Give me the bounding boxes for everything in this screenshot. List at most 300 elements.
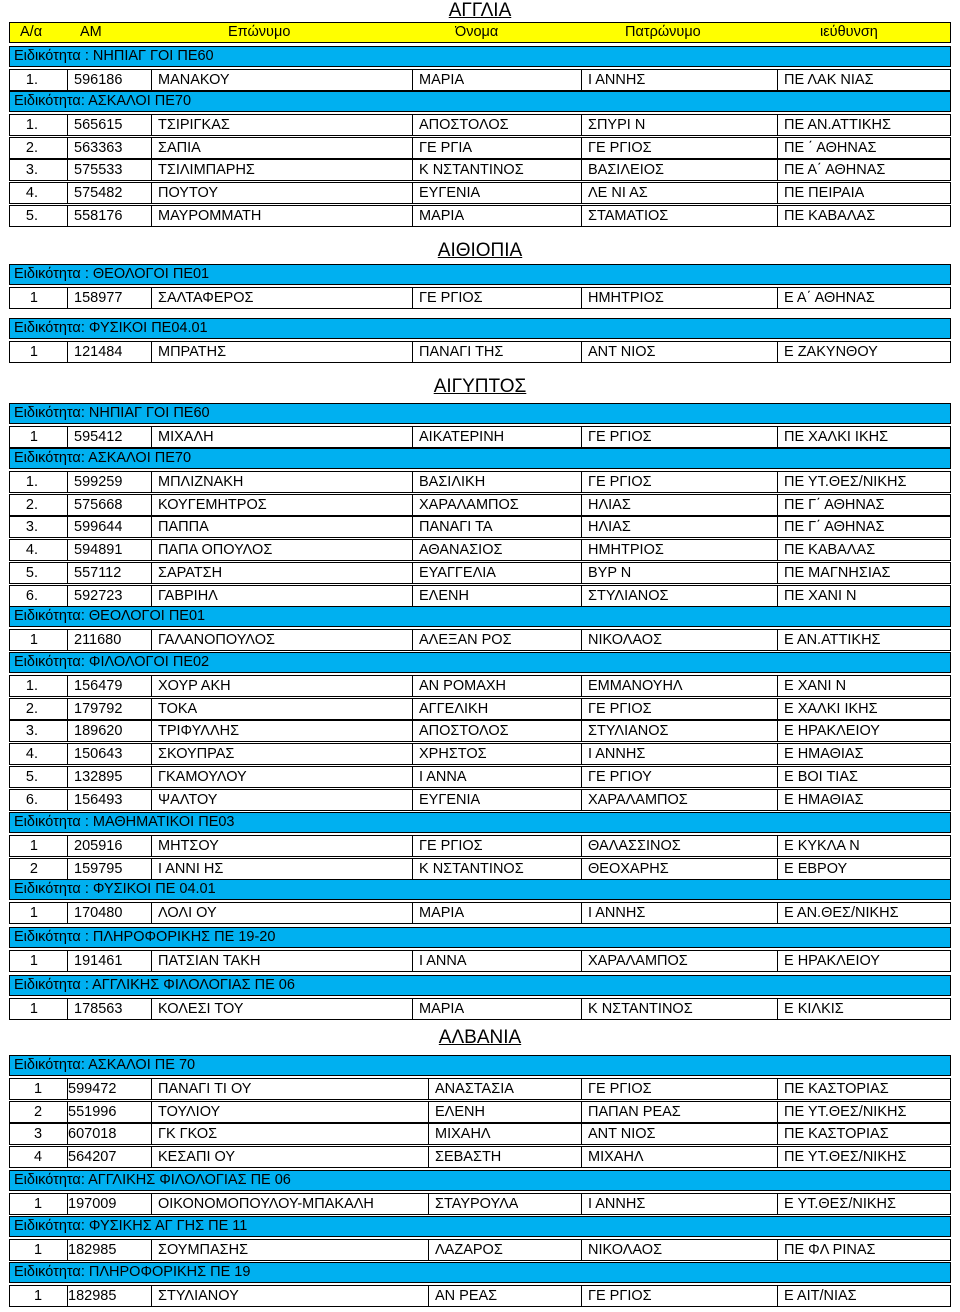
directorate: Ε ΑΙΤ/ΝΙΑΣ [784,1287,857,1304]
column-divider [412,903,413,923]
specialty-heading: Ειδικότητα : ΦΥΣΙΚΟΙ ΠΕ 04.01 [9,879,951,900]
column-divider [777,586,778,606]
specialty-heading: Ειδικότητα: ΝΗΠΙΑΓ ΓΟΙ ΠΕ60 [9,403,951,424]
father-name: ΑΝΤ ΝΙΟΣ [588,1126,656,1143]
father-name: ΗΛΙΑΣ [588,519,631,536]
column-divider [151,1102,152,1122]
table-row [9,998,951,1020]
column-divider [151,903,152,923]
column-divider [581,1194,582,1214]
column-divider [151,836,152,856]
row-index: 4 [34,1149,43,1166]
first-name: ΛΑΖΑΡΟΣ [435,1241,503,1258]
father-name: Ι ΑΝΝΗΣ [588,746,646,763]
registry-number: 156493 [74,791,123,808]
column-divider [412,427,413,447]
header-surname: Επώνυμο [228,24,291,40]
column-divider [581,790,582,810]
first-name: ΣΕΒΑΣΤΗ [435,1149,502,1166]
surname: ΤΟΚΑ [158,700,198,717]
specialty-heading: Ειδικότητα: ΦΥΣΙΚΟΙ ΠΕ04.01 [9,318,951,339]
column-divider [151,70,152,90]
registry-number: 189620 [74,723,123,740]
father-name: ΣΤΥΛΙΑΝΟΣ [588,587,669,604]
father-name: ΓΕ ΡΓΙΟΣ [588,428,652,445]
country-heading: ΑΓΓΛΙΑ [448,0,512,21]
registry-number: 575533 [74,162,123,179]
directorate: ΠΕ Γ΄ ΑΘΗΝΑΣ [784,519,885,536]
directorate: Ε ΥΤ.ΘΕΣ/ΝΙΚΗΣ [784,1195,896,1212]
first-name: ΑΘΑΝΑΣΙΟΣ [419,542,503,559]
column-divider [151,951,152,971]
column-divider [151,115,152,135]
directorate: Ε ΚΙΛΚΙΣ [784,1000,844,1017]
column-divider [67,540,68,560]
surname: ΟΙΚΟΝΟΜΟΠΟΥΛΟΥ-ΜΠΑΚΑΛΗ [158,1195,374,1212]
row-index: 2. [25,700,38,717]
surname: ΤΟΥΛΙΟΥ [158,1103,221,1120]
row-index: 4. [25,746,38,763]
first-name: ΑΝ ΡΟΜΑΧΗ [419,677,507,694]
row-index: 3. [25,519,38,536]
column-divider [412,540,413,560]
column-divider [777,1124,778,1144]
table-row [9,835,951,857]
column-divider [412,160,413,180]
row-index: 1 [29,837,38,854]
column-divider [412,999,413,1019]
column-divider [151,1194,152,1214]
column-divider [777,70,778,90]
specialty-heading: Ειδικότητα: ΦΥΣΙΚΗΣ ΑΓ ΓΗΣ ΠΕ 11 [9,1216,951,1237]
surname: ΣΑΛΤΑΦΕΡΟΣ [158,289,254,306]
column-divider [581,563,582,583]
registry-number: 607018 [68,1126,117,1143]
column-divider [777,206,778,226]
directorate: Ε ΑΝ.ΑΤΤΙΚΗΣ [784,631,881,648]
registry-number: 182985 [68,1241,117,1258]
first-name: ΕΥΓΕΝΙΑ [419,791,481,808]
column-divider [777,1286,778,1306]
column-divider [412,744,413,764]
column-divider [412,138,413,158]
column-divider [67,836,68,856]
row-index: 2 [29,860,38,877]
table-row [9,205,951,227]
column-divider [151,342,152,362]
column-divider [777,115,778,135]
surname: ΣΑΠΙΑ [158,139,201,156]
column-divider [777,472,778,492]
column-divider [581,859,582,879]
table-row [9,494,951,516]
surname: ΓΚ ΓΚΟΣ [158,1126,218,1143]
directorate: Ε ΧΑΝΙ Ν [784,677,847,694]
row-index: 3. [25,723,38,740]
column-divider [67,495,68,515]
table-row [9,1146,951,1168]
directorate: Ε ΧΑΛΚΙ ΙΚΗΣ [784,700,878,717]
surname: ΣΑΡΑΤΣΗ [158,565,223,581]
column-divider [581,951,582,971]
column-divider [151,744,152,764]
surname: ΓΑΛΑΝΟΠΟΥΛΟΣ [158,631,275,648]
surname: ΠΑΤΣΙΑΝ ΤΑΚΗ [158,952,261,969]
row-index: 4. [25,542,38,559]
column-divider [67,183,68,203]
column-divider [777,790,778,810]
first-name: Κ ΝΣΤΑΝΤΙΝΟΣ [419,162,524,179]
column-divider [777,288,778,308]
column-divider [151,676,152,696]
column-divider [151,1124,152,1144]
header-name: Όνομα [455,24,499,40]
directorate: ΠΕ Α΄ ΑΘΗΝΑΣ [784,162,886,179]
column-divider [151,160,152,180]
directorate: ΠΕ Γ΄ ΑΘΗΝΑΣ [784,496,885,513]
column-divider [67,999,68,1019]
surname: ΜΠΡΑΤΗΣ [158,343,227,360]
registry-number: 211680 [74,631,122,648]
column-divider [67,472,68,492]
table-row [9,562,951,584]
column-divider [428,1102,429,1122]
column-divider [67,630,68,650]
row-index: 1. [25,116,38,133]
country-heading: ΑΛΒΑΝΙΑ [438,1027,522,1048]
registry-number: 156479 [74,677,123,694]
column-divider [67,859,68,879]
column-divider [151,427,152,447]
column-divider [67,288,68,308]
row-index: 1 [29,904,38,921]
header-am: ΑΜ [80,24,102,40]
column-divider [581,767,582,787]
row-index: 1 [29,428,38,445]
column-divider [581,495,582,515]
column-divider [581,836,582,856]
table-row [9,743,951,765]
column-divider [412,115,413,135]
column-divider [777,540,778,560]
father-name: ΓΕ ΡΓΙΟΣ [588,473,652,490]
column-divider [67,744,68,764]
first-name: ΓΕ ΡΓΙΟΣ [419,289,483,306]
directorate: Ε ΒΟΙ ΤΙΑΣ [784,769,858,785]
table-row [9,516,951,538]
row-index: 3 [34,1126,43,1143]
column-divider [581,472,582,492]
surname: ΜΙΧΑΛΗ [158,428,214,445]
father-name: Κ ΝΣΤΑΝΤΙΝΟΣ [588,1000,693,1017]
row-index: 1 [29,289,38,306]
surname: ΣΤΥΛΙΑΝΟΥ [158,1287,239,1304]
column-divider [777,999,778,1019]
registry-number: 179792 [74,700,123,717]
column-divider [151,699,152,719]
column-divider [67,721,68,741]
first-name: ΓΕ ΡΓΙΑ [419,139,473,156]
row-index: 2 [34,1103,43,1120]
table-row [9,950,951,972]
directorate: Ε ΗΜΑΘΙΑΣ [784,746,864,763]
column-divider [581,115,582,135]
column-divider [581,160,582,180]
column-divider [412,951,413,971]
row-index: 1 [29,631,38,648]
column-divider [151,138,152,158]
column-divider [151,999,152,1019]
column-divider [581,1124,582,1144]
father-name: Ι ΑΝΝΗΣ [588,71,646,88]
specialty-heading: Ειδικότητα : ΠΛΗΡΟΦΟΡΙΚΗΣ ΠΕ 19-20 [9,927,951,948]
registry-number: 159795 [74,860,123,877]
table-row [9,159,951,181]
row-index: 5. [25,208,38,224]
row-index: 4. [25,185,38,202]
column-divider [777,767,778,787]
father-name: ΓΕ ΡΓΙΟΣ [588,700,652,717]
directorate: ΠΕ ΚΑΣΤΟΡΙΑΣ [784,1080,889,1097]
directorate: Ε ΗΡΑΚΛΕΙΟΥ [784,952,880,969]
father-name: ΛΕ ΝΙ ΑΣ [588,185,648,202]
specialty-heading: Ειδικότητα: ΠΛΗΡΟΦΟΡΙΚΗΣ ΠΕ 19 [9,1262,951,1283]
column-divider [777,160,778,180]
row-index: 5. [25,769,38,785]
column-divider [777,517,778,537]
directorate: ΠΕ ΚΑΒΑΛΑΣ [784,542,876,559]
table-row [9,114,951,136]
table-row [9,182,951,204]
first-name: ΜΑΡΙΑ [419,904,465,921]
column-divider [151,1286,152,1306]
father-name: Ι ΑΝΝΗΣ [588,904,646,921]
specialty-heading: Ειδικότητα: ΘΕΟΛΟΓΟΙ ΠΕ01 [9,606,951,627]
first-name: ΣΤΑΥΡΟΥΛΑ [435,1195,519,1212]
column-divider [428,1124,429,1144]
registry-number: 558176 [74,208,123,224]
registry-number: 197009 [68,1195,117,1212]
first-name: Ι ΑΝΝΑ [419,952,467,969]
column-divider [581,630,582,650]
column-divider [67,767,68,787]
surname: ΣΟΥΜΠΑΣΗΣ [158,1241,249,1258]
father-name: ΣΤΑΜΑΤΙΟΣ [588,208,669,224]
column-divider [581,676,582,696]
row-index: 2. [25,139,38,156]
column-divider [151,630,152,650]
registry-number: 178563 [74,1000,123,1017]
surname: ΓΚΑΜΟΥΛΟΥ [158,769,247,785]
column-divider [777,630,778,650]
surname: ΚΕΣΑΠΙ ΟΥ [158,1149,235,1166]
column-divider [67,70,68,90]
column-divider [777,1194,778,1214]
table-row [9,1101,951,1123]
first-name: ΑΝ ΡΕΑΣ [435,1287,498,1304]
row-index: 5. [25,565,38,581]
first-name: ΕΛΕΝΗ [435,1103,485,1120]
first-name: ΜΑΡΙΑ [419,208,465,224]
column-divider [777,495,778,515]
row-index: 1. [25,71,38,88]
father-name: ΘΑΛΑΣΣΙΝΟΣ [588,837,681,854]
first-name: ΑΛΕΞΑΝ ΡΟΣ [419,631,512,648]
column-divider [581,1240,582,1260]
father-name: ΧΑΡΑΛΑΜΠΟΣ [588,791,688,808]
registry-number: 565615 [74,116,123,133]
first-name: ΓΕ ΡΓΙΟΣ [419,837,483,854]
row-index: 1 [34,1195,43,1212]
column-divider [581,744,582,764]
directorate: ΠΕ ΥΤ.ΘΕΣ/ΝΙΚΗΣ [784,473,907,490]
father-name: ΠΑΠΑΝ ΡΕΑΣ [588,1103,681,1120]
column-divider [428,1147,429,1167]
column-divider [412,517,413,537]
country-heading: ΑΙΓΥΠΤΟΣ [433,376,527,397]
surname: ΤΣΙΡΙΓΚΑΣ [158,116,230,133]
column-divider [581,1286,582,1306]
header-service: ιεύθυνση [820,24,878,40]
first-name: ΜΙΧΑΗΛ [435,1126,491,1143]
father-name: ΓΕ ΡΓΙΟΣ [588,139,652,156]
table-row [9,1123,951,1145]
registry-number: 575482 [74,185,123,202]
column-divider [581,1147,582,1167]
column-divider [428,1286,429,1306]
registry-number: 205916 [74,837,123,854]
column-divider [412,630,413,650]
surname: ΨΑΛΤΟΥ [158,791,218,808]
row-index: 2. [25,496,38,513]
first-name: ΑΙΚΑΤΕΡΙΝΗ [419,428,505,445]
column-divider [581,999,582,1019]
directorate: ΠΕ ΧΑΛΚΙ ΙΚΗΣ [784,428,889,445]
specialty-heading: Ειδικότητα : ΜΑΘΗΜΑΤΙΚΟΙ ΠΕ03 [9,812,951,833]
directorate: ΠΕ ΛΑΚ ΝΙΑΣ [784,71,874,88]
first-name: ΑΠΟΣΤΟΛΟΣ [419,723,509,740]
column-divider [581,183,582,203]
column-divider [151,790,152,810]
surname: Ι ΑΝΝΙ ΗΣ [158,860,224,877]
column-divider [777,699,778,719]
header-aa: Α/α [20,24,43,40]
column-divider [581,427,582,447]
column-divider [777,859,778,879]
column-divider [777,183,778,203]
column-divider [67,206,68,226]
column-divider [67,676,68,696]
registry-number: 563363 [74,139,123,156]
first-name: ΒΑΣΙΛΙΚΗ [419,473,486,490]
column-divider [151,1240,152,1260]
directorate: ΠΕ ΚΑΒΑΛΑΣ [784,208,876,224]
surname: ΠΟΥΤΟΥ [158,185,219,202]
column-divider [67,138,68,158]
father-name: ΜΙΧΑΗΛ [588,1149,644,1166]
column-divider [777,342,778,362]
directorate: Ε ΖΑΚΥΝΘΟΥ [784,343,878,360]
table-row [9,629,951,651]
column-divider [581,206,582,226]
column-divider [777,676,778,696]
column-divider [412,586,413,606]
directorate: ΠΕ ΄ ΑΘΗΝΑΣ [784,139,877,156]
header-father: Πατρώνυμο [625,24,701,40]
registry-number: 557112 [74,565,122,581]
row-index: 1 [29,1000,38,1017]
column-divider [581,70,582,90]
column-divider [412,472,413,492]
column-divider [581,138,582,158]
column-divider [67,160,68,180]
directorate: Ε ΗΜΑΘΙΑΣ [784,791,864,808]
column-divider [777,138,778,158]
directorate: ΠΕ ΚΑΣΤΟΡΙΑΣ [784,1126,889,1143]
specialty-heading: Ειδικότητα : ΘΕΟΛΟΓΟΙ ΠΕ01 [9,264,951,285]
father-name: ΝΙΚΟΛΑΟΣ [588,1241,663,1258]
directorate: ΠΕ ΦΛ ΡΙΝΑΣ [784,1241,876,1258]
table-row [9,675,951,697]
column-divider [67,115,68,135]
surname: ΣΚΟΥΠΡΑΣ [158,746,235,763]
column-divider [777,1079,778,1099]
column-divider [67,517,68,537]
column-divider [428,1240,429,1260]
column-divider [67,342,68,362]
specialty-heading: Ειδικότητα: ΑΣΚΑΛΟΙ ΠΕ70 [9,91,951,112]
column-divider [581,699,582,719]
surname: ΛΟΛΙ ΟΥ [158,904,217,921]
column-divider [581,540,582,560]
father-name: ΒΥΡ Ν [588,565,632,581]
registry-number: 596186 [74,71,123,88]
table-row [9,471,951,493]
column-divider [151,1147,152,1167]
registry-number: 595412 [74,428,123,445]
surname: ΚΟΥΓΕΜΗΤΡΟΣ [158,496,267,513]
column-divider [151,495,152,515]
column-divider [412,721,413,741]
father-name: ΝΙΚΟΛΑΟΣ [588,631,663,648]
directorate: ΠΕ ΑΝ.ΑΤΤΙΚΗΣ [784,116,891,133]
surname: ΜΠΛΙΖΝΑΚΗ [158,473,244,490]
father-name: ΘΕΟΧΑΡΗΣ [588,860,669,877]
first-name: Ι ΑΝΝΑ [419,769,467,785]
table-row [9,766,951,788]
surname: ΚΟΛΕΣΙ ΤΟΥ [158,1000,244,1017]
registry-number: 191461 [74,952,123,969]
column-divider [581,288,582,308]
row-index: 1 [34,1287,43,1304]
country-heading: ΑΙΘΙΟΠΙΑ [437,240,523,261]
column-divider [151,563,152,583]
column-divider [67,951,68,971]
father-name: ΓΕ ΡΓΙΟΣ [588,1287,652,1304]
column-divider [151,721,152,741]
column-divider [581,721,582,741]
father-name: ΗΜΗΤΡΙΟΣ [588,542,664,559]
specialty-heading: Ειδικότητα: ΑΣΚΑΛΟΙ ΠΕ 70 [9,1055,951,1076]
father-name: ΣΤΥΛΙΑΝΟΣ [588,723,669,740]
directorate: Ε Α΄ ΑΘΗΝΑΣ [784,289,875,306]
table-row [9,426,951,448]
column-divider [151,517,152,537]
column-divider [67,586,68,606]
row-index: 6. [25,587,38,604]
table-row [9,720,951,742]
column-divider [412,563,413,583]
